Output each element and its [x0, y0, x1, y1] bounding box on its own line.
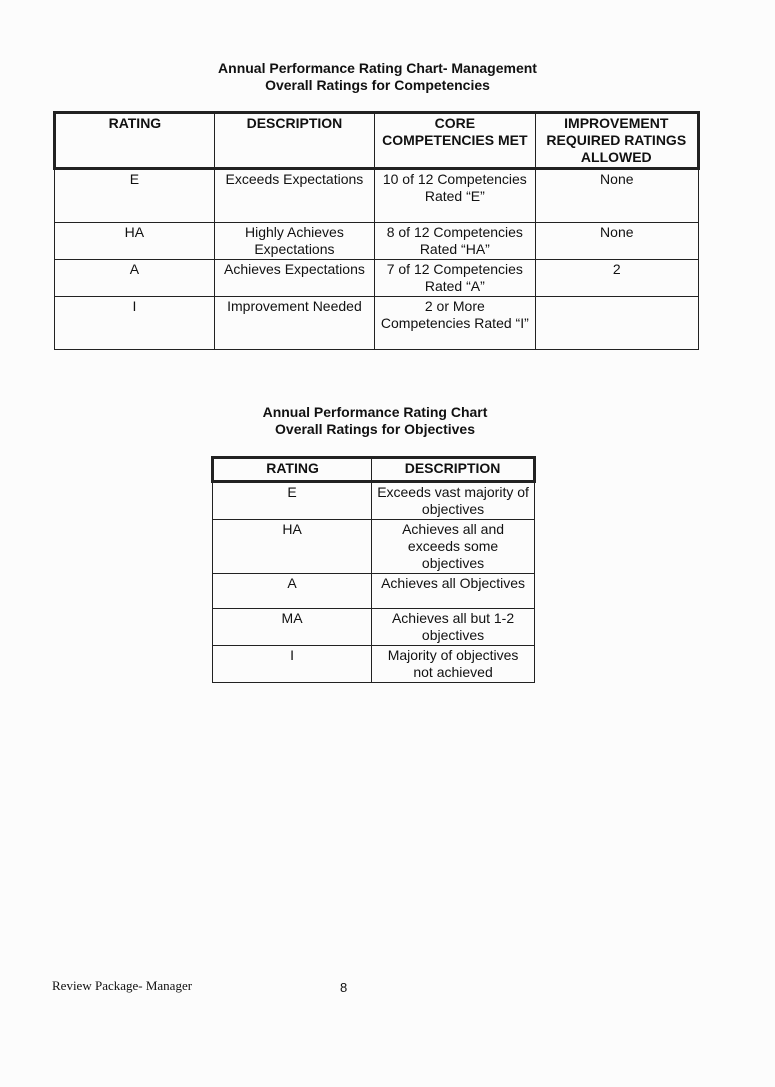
table-row [55, 260, 699, 297]
description-cell: Improvement Needed [214, 297, 374, 350]
improvement-allowed-cell: 2 [535, 260, 698, 297]
rating-cell: A [55, 260, 215, 297]
objectives-title-line2: Overall Ratings for Objectives [275, 421, 475, 437]
rating-cell: E [213, 482, 372, 520]
description-cell: Achieves all but 1-2 objectives [372, 609, 535, 646]
rating-cell: I [213, 646, 372, 683]
improvement-allowed-cell [535, 297, 698, 350]
table-header-row [213, 458, 535, 482]
header-description: DESCRIPTION [372, 458, 535, 482]
table-row [213, 646, 535, 683]
objectives-title-line1: Annual Performance Rating Chart [262, 404, 488, 420]
header-core-competencies: CORE COMPETENCIES MET [375, 113, 536, 169]
description-cell: Achieves all Objectives [372, 574, 535, 609]
table-row [55, 297, 699, 350]
improvement-allowed-cell: None [535, 223, 698, 260]
core-competencies-cell: 7 of 12 Competencies Rated “A” [375, 260, 536, 297]
table-row [55, 169, 699, 223]
rating-cell: HA [55, 223, 215, 260]
description-cell: Exceeds vast majority of objectives [372, 482, 535, 520]
core-competencies-cell: 10 of 12 Competencies Rated “E” [375, 169, 536, 223]
competencies-title-line1: Annual Performance Rating Chart- Management [218, 60, 537, 76]
competencies-title-line2: Overall Ratings for Competencies [265, 77, 490, 93]
table-row [213, 574, 535, 609]
header-improvement-required: IMPROVEMENT REQUIRED RATINGS ALLOWED [535, 113, 698, 169]
description-cell: Achieves Expectations [214, 260, 374, 297]
footer-document-name: Review Package- Manager [52, 978, 193, 993]
competencies-table [53, 111, 700, 350]
table-header-row [55, 113, 699, 169]
table-row [55, 223, 699, 260]
page-number: 8 [340, 980, 348, 995]
core-competencies-cell: 2 or More Competencies Rated “I” [375, 297, 536, 350]
header-rating: RATING [213, 458, 372, 482]
rating-cell: I [55, 297, 215, 350]
table-row [213, 520, 535, 574]
table-row [213, 609, 535, 646]
core-competencies-cell: 8 of 12 Competencies Rated “HA” [375, 223, 536, 260]
objectives-title [225, 404, 525, 438]
improvement-allowed-cell: None [535, 169, 698, 223]
rating-cell: E [55, 169, 215, 223]
description-cell: Majority of objectives not achieved [372, 646, 535, 683]
objectives-table [211, 456, 536, 683]
description-cell: Achieves all and exceeds some objectives [372, 520, 535, 574]
table-row [213, 482, 535, 520]
header-rating: RATING [55, 113, 215, 169]
rating-cell: HA [213, 520, 372, 574]
header-description: DESCRIPTION [214, 113, 374, 169]
description-cell: Exceeds Expectations [214, 169, 374, 223]
rating-cell: MA [213, 609, 372, 646]
competencies-title [205, 60, 550, 94]
description-cell: Highly Achieves Expectations [214, 223, 374, 260]
rating-cell: A [213, 574, 372, 609]
